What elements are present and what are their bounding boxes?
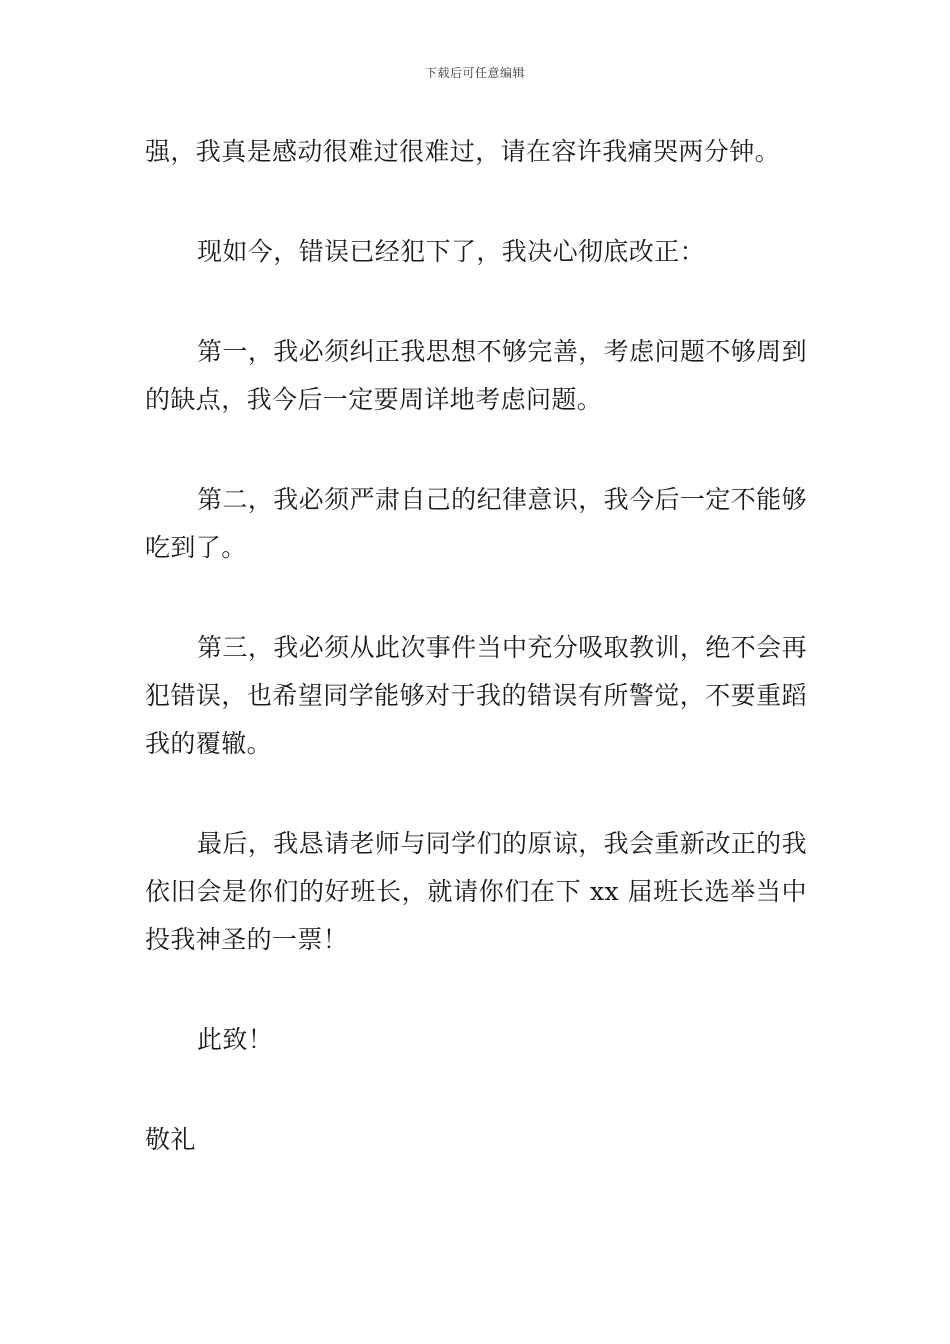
paragraph-first-point: 第一，我必须纠正我思想不够完善，考虑问题不够周到的缺点，我今后一定要周详地考虑问题。 — [145, 337, 807, 414]
paragraph-gap — [145, 572, 807, 624]
paragraph-second-point: 第二，我必须严肃自己的纪律意识，我今后一定不能够吃到了。 — [145, 485, 807, 562]
closing-regards: 敬礼 — [145, 1125, 196, 1154]
page-header-note: 下载后可任意编辑 — [424, 66, 525, 80]
paragraph-gap — [145, 176, 807, 228]
paragraph-resolution: 现如今，错误已经犯下了，我决心彻底改正： — [197, 237, 706, 266]
paragraph-third-point: 第三，我必须从此次事件当中充分吸取教训，绝不会再犯错误，也希望同学能够对于我的错误有所警觉，不要重蹈我的覆辙。 — [145, 633, 807, 758]
paragraph-continuation: 强，我真是感动很难过很难过，请在容许我痛哭两分钟。 — [145, 137, 781, 166]
closing-salutation: 此致！ — [197, 1025, 274, 1054]
document-body — [145, 128, 807, 1164]
paragraph-gap — [145, 424, 807, 476]
paragraph-gap — [145, 964, 807, 1016]
paragraph-gap — [145, 276, 807, 328]
paragraph-gap — [145, 1064, 807, 1116]
paragraph-gap — [145, 768, 807, 820]
paragraph-final-request: 最后，我恳请老师与同学们的原谅，我会重新改正的我依旧会是你们的好班长，就请你们在下 xx 届班长选举当中投我神圣的一票！ — [145, 829, 807, 954]
